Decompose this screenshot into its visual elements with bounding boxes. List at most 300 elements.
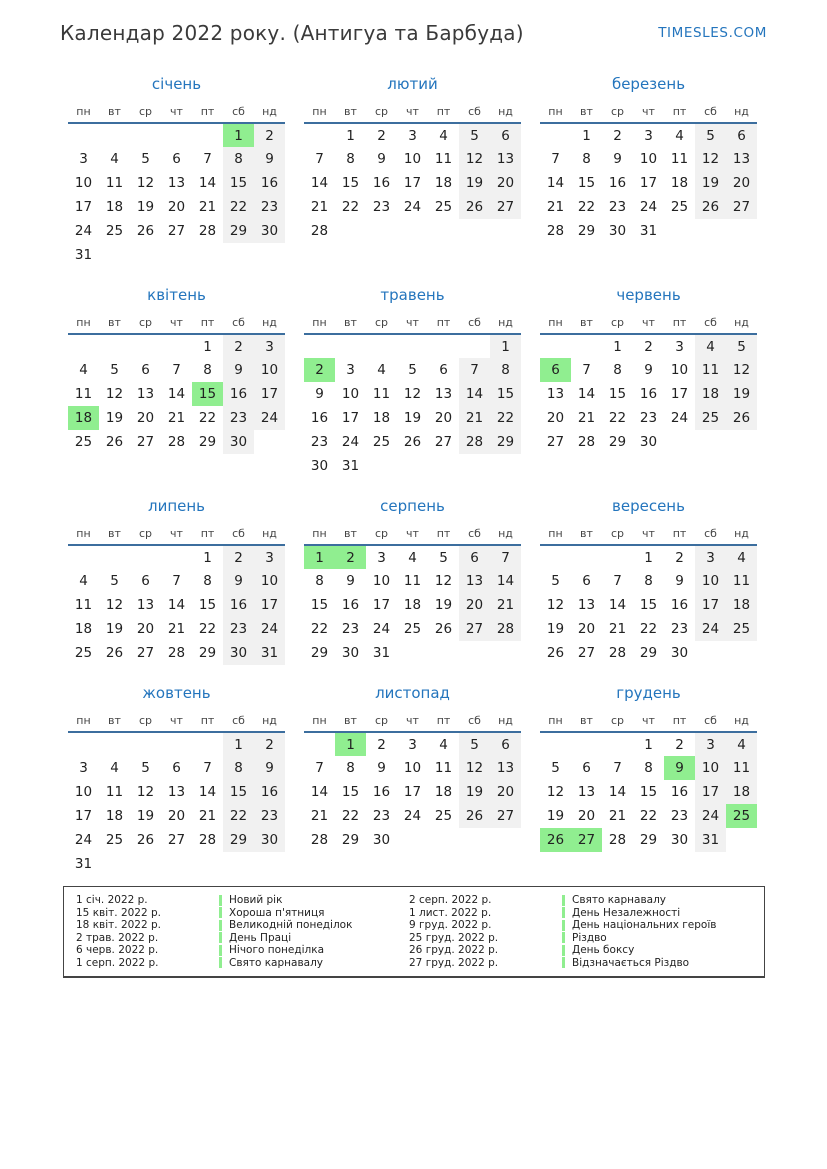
day-cell: 3 — [79, 151, 88, 167]
empty-cell — [130, 243, 161, 267]
day-cell: 3 — [695, 545, 726, 569]
empty-cell — [428, 334, 459, 358]
empty-cell — [428, 828, 459, 852]
day-cell: 21 — [310, 199, 329, 215]
day-cell: 9 — [223, 569, 254, 593]
empty-cell — [335, 334, 366, 358]
day-cell: 1 — [203, 338, 212, 355]
holiday-marker-bar — [219, 957, 222, 968]
day-cell: 1 — [335, 732, 366, 756]
day-cell: 7 — [203, 760, 212, 776]
day-cell: 7 — [203, 151, 212, 167]
weekday-header: сб — [704, 527, 717, 540]
empty-cell — [99, 545, 130, 569]
day-cell: 12 — [459, 756, 490, 780]
day-cell: 1 — [223, 123, 254, 147]
day-cell: 14 — [608, 597, 627, 613]
day-cell: 14 — [198, 175, 217, 191]
day-cell: 6 — [439, 362, 448, 378]
day-cell: 4 — [439, 127, 448, 144]
page-header — [0, 0, 827, 46]
day-cell: 11 — [372, 386, 391, 402]
day-cell: 7 — [490, 545, 521, 569]
day-cell: 9 — [254, 756, 285, 780]
weekday-header: чт — [170, 714, 183, 727]
day-cell: 18 — [105, 199, 124, 215]
day-cell: 8 — [203, 362, 212, 378]
empty-cell — [490, 828, 521, 852]
day-cell: 19 — [546, 621, 565, 637]
day-cell: 18 — [726, 780, 757, 804]
day-cell: 5 — [110, 573, 119, 589]
day-cell: 3 — [254, 334, 285, 358]
month-title: квітень — [147, 286, 206, 304]
page-title: Календар 2022 року. (Антигуа та Барбуда) — [60, 21, 524, 45]
day-cell: 24 — [695, 804, 726, 828]
day-cell: 13 — [459, 569, 490, 593]
holiday-legend — [63, 886, 765, 978]
holiday-marker-bar — [219, 895, 222, 906]
day-cell: 5 — [695, 123, 726, 147]
day-cell: 28 — [167, 645, 186, 661]
day-cell: 15 — [223, 780, 254, 804]
empty-cell — [397, 641, 428, 665]
day-cell: 1 — [346, 127, 355, 144]
legend-date: 25 груд. 2022 р. — [409, 931, 499, 944]
day-cell: 24 — [639, 199, 658, 215]
day-cell: 15 — [608, 386, 627, 402]
day-cell: 6 — [540, 358, 571, 382]
day-cell: 5 — [141, 760, 150, 776]
day-cell: 18 — [434, 784, 453, 800]
day-cell: 20 — [167, 808, 186, 824]
month-block — [540, 497, 757, 665]
day-cell: 16 — [372, 784, 391, 800]
day-cell: 28 — [490, 617, 521, 641]
empty-cell — [223, 243, 254, 267]
day-cell: 25 — [74, 645, 93, 661]
month-table — [304, 101, 521, 243]
day-cell: 5 — [726, 334, 757, 358]
day-cell: 17 — [74, 808, 93, 824]
weekday-header: нд — [498, 105, 513, 118]
weekday-header: сб — [232, 105, 245, 118]
day-cell: 2 — [254, 732, 285, 756]
day-cell: 16 — [310, 410, 329, 426]
day-cell: 26 — [459, 804, 490, 828]
weekday-header: пт — [436, 316, 451, 329]
empty-cell — [695, 641, 726, 665]
month-title: липень — [147, 497, 206, 515]
day-cell: 19 — [695, 171, 726, 195]
day-cell: 13 — [490, 147, 521, 171]
day-cell: 4 — [726, 545, 757, 569]
day-cell: 26 — [403, 434, 422, 450]
weekday-header: сб — [468, 527, 481, 540]
day-cell: 24 — [372, 621, 391, 637]
legend-holiday-label: День національних героїв — [572, 919, 717, 931]
day-cell: 28 — [198, 832, 217, 848]
day-cell: 12 — [459, 147, 490, 171]
day-cell: 2 — [223, 545, 254, 569]
day-cell: 10 — [403, 151, 422, 167]
weekday-header: нд — [734, 105, 749, 118]
legend-date: 2 трав. 2022 р. — [76, 931, 159, 944]
day-cell: 6 — [141, 362, 150, 378]
day-cell: 8 — [223, 147, 254, 171]
day-cell: 23 — [670, 808, 689, 824]
empty-cell — [130, 732, 161, 756]
day-cell: 22 — [490, 406, 521, 430]
month-title: серпень — [380, 497, 445, 515]
day-cell: 31 — [254, 641, 285, 665]
day-cell: 31 — [74, 247, 93, 263]
day-cell: 28 — [546, 223, 565, 239]
legend-holiday-name — [219, 894, 409, 907]
month-table — [68, 523, 285, 665]
day-cell: 20 — [490, 780, 521, 804]
weekday-header: пт — [200, 316, 215, 329]
day-cell: 11 — [74, 386, 93, 402]
weekday-header: ср — [374, 105, 389, 118]
weekday-header: вт — [108, 105, 121, 118]
day-cell: 28 — [198, 223, 217, 239]
day-cell: 9 — [254, 147, 285, 171]
weekday-header: чт — [406, 316, 419, 329]
weekday-header: ср — [138, 527, 153, 540]
legend-date: 27 груд. 2022 р. — [409, 956, 499, 969]
day-cell: 19 — [136, 808, 155, 824]
day-cell: 8 — [613, 362, 622, 378]
legend-holiday-label: Відзначається Різдво — [572, 956, 690, 969]
day-cell: 14 — [310, 175, 329, 191]
day-cell: 7 — [459, 358, 490, 382]
day-cell: 9 — [377, 151, 386, 167]
day-cell: 31 — [372, 645, 391, 661]
day-cell: 16 — [372, 175, 391, 191]
weekday-header: ср — [610, 527, 625, 540]
day-cell: 8 — [490, 358, 521, 382]
day-cell: 18 — [68, 406, 99, 430]
day-cell: 26 — [105, 645, 124, 661]
day-cell: 23 — [372, 808, 391, 824]
legend-holiday-name — [219, 957, 409, 970]
weekday-header: пт — [672, 714, 687, 727]
day-cell: 5 — [408, 362, 417, 378]
legend-holiday-name — [562, 894, 752, 907]
day-cell: 20 — [577, 808, 596, 824]
weekday-header: вт — [580, 527, 593, 540]
month-table — [540, 710, 757, 852]
weekday-header: сб — [232, 714, 245, 727]
holiday-marker-bar — [219, 920, 222, 931]
legend-holiday-name — [562, 907, 752, 920]
month-table — [304, 312, 521, 478]
empty-cell — [602, 545, 633, 569]
day-cell: 7 — [551, 151, 560, 167]
holiday-marker-bar — [562, 920, 565, 931]
day-cell: 28 — [459, 430, 490, 454]
month-table — [304, 710, 521, 852]
day-cell: 3 — [408, 127, 417, 144]
day-cell: 2 — [675, 736, 684, 753]
day-cell: 6 — [726, 123, 757, 147]
month-block — [304, 497, 521, 665]
day-cell: 11 — [726, 756, 757, 780]
day-cell: 14 — [167, 386, 186, 402]
day-cell: 23 — [670, 621, 689, 637]
empty-cell — [161, 732, 192, 756]
legend-date: 9 груд. 2022 р. — [409, 919, 492, 931]
day-cell: 1 — [644, 736, 653, 753]
day-cell: 13 — [167, 175, 186, 191]
day-cell: 27 — [434, 434, 453, 450]
empty-cell — [68, 334, 99, 358]
day-cell: 9 — [223, 358, 254, 382]
weekday-header: пн — [548, 316, 563, 329]
day-cell: 20 — [726, 171, 757, 195]
day-cell: 22 — [341, 199, 360, 215]
day-cell: 17 — [670, 386, 689, 402]
day-cell: 8 — [223, 756, 254, 780]
day-cell: 6 — [141, 573, 150, 589]
day-cell: 27 — [571, 828, 602, 852]
day-cell: 19 — [459, 780, 490, 804]
day-cell: 11 — [670, 151, 689, 167]
day-cell: 31 — [74, 856, 93, 872]
day-cell: 20 — [136, 410, 155, 426]
day-cell: 26 — [105, 434, 124, 450]
weekday-header: чт — [642, 714, 655, 727]
legend-date: 26 груд. 2022 р. — [409, 944, 499, 956]
empty-cell — [161, 123, 192, 147]
site-link[interactable]: TIMESLES.COM — [658, 25, 767, 41]
day-cell: 24 — [74, 832, 93, 848]
day-cell: 11 — [434, 760, 453, 776]
weekday-header: ср — [374, 714, 389, 727]
legend-holiday-name — [562, 919, 752, 932]
empty-cell — [366, 454, 397, 478]
day-cell: 23 — [608, 199, 627, 215]
legend-holiday-name — [562, 932, 752, 945]
day-cell: 15 — [310, 597, 329, 613]
day-cell: 26 — [459, 195, 490, 219]
day-cell: 22 — [223, 804, 254, 828]
day-cell: 21 — [608, 808, 627, 824]
day-cell: 18 — [74, 621, 93, 637]
day-cell: 23 — [341, 621, 360, 637]
day-cell: 21 — [198, 808, 217, 824]
day-cell: 22 — [639, 621, 658, 637]
weekday-header: пн — [548, 527, 563, 540]
weekday-header: ср — [610, 105, 625, 118]
day-cell: 6 — [459, 545, 490, 569]
day-cell: 27 — [577, 645, 596, 661]
empty-cell — [304, 123, 335, 147]
day-cell: 10 — [639, 151, 658, 167]
weekday-header: ср — [610, 316, 625, 329]
months-grid — [0, 46, 827, 876]
day-cell: 27 — [459, 617, 490, 641]
day-cell: 12 — [695, 147, 726, 171]
day-cell: 2 — [377, 736, 386, 753]
holiday-marker-bar — [562, 957, 565, 968]
month-table — [68, 101, 285, 267]
day-cell: 13 — [136, 386, 155, 402]
day-cell: 12 — [546, 597, 565, 613]
day-cell: 19 — [105, 621, 124, 637]
empty-cell — [540, 334, 571, 358]
day-cell: 15 — [198, 597, 217, 613]
day-cell: 10 — [74, 175, 93, 191]
day-cell: 26 — [726, 406, 757, 430]
day-cell: 2 — [254, 123, 285, 147]
empty-cell — [459, 641, 490, 665]
day-cell: 2 — [304, 358, 335, 382]
weekday-header: нд — [498, 316, 513, 329]
day-cell: 22 — [608, 410, 627, 426]
day-cell: 16 — [223, 593, 254, 617]
day-cell: 22 — [310, 621, 329, 637]
empty-cell — [397, 219, 428, 243]
empty-cell — [490, 454, 521, 478]
day-cell: 22 — [341, 808, 360, 824]
day-cell: 7 — [613, 573, 622, 589]
weekday-header: пн — [312, 316, 327, 329]
day-cell: 6 — [582, 573, 591, 589]
weekday-header: нд — [262, 527, 277, 540]
month-title: вересень — [612, 497, 685, 515]
empty-cell — [161, 334, 192, 358]
day-cell: 8 — [315, 573, 324, 589]
weekday-header: пн — [312, 105, 327, 118]
day-cell: 20 — [490, 171, 521, 195]
month-block — [540, 684, 757, 852]
month-table — [68, 710, 285, 876]
empty-cell — [335, 219, 366, 243]
weekday-header: нд — [262, 105, 277, 118]
day-cell: 13 — [167, 784, 186, 800]
day-cell: 1 — [582, 127, 591, 144]
day-cell: 22 — [577, 199, 596, 215]
day-cell: 4 — [695, 334, 726, 358]
day-cell: 29 — [608, 434, 627, 450]
weekday-header: пн — [76, 527, 91, 540]
day-cell: 3 — [695, 732, 726, 756]
day-cell: 16 — [223, 382, 254, 406]
month-block — [540, 75, 757, 243]
month-title: листопад — [375, 684, 450, 702]
day-cell: 8 — [582, 151, 591, 167]
day-cell: 31 — [341, 458, 360, 474]
day-cell: 26 — [695, 195, 726, 219]
day-cell: 23 — [372, 199, 391, 215]
day-cell: 30 — [310, 458, 329, 474]
legend-holiday-label: День боксу — [572, 944, 635, 956]
empty-cell — [99, 852, 130, 876]
weekday-header: чт — [406, 714, 419, 727]
day-cell: 27 — [546, 434, 565, 450]
month-block — [304, 286, 521, 478]
day-cell: 29 — [223, 219, 254, 243]
day-cell: 7 — [172, 573, 181, 589]
day-cell: 16 — [608, 175, 627, 191]
weekday-header: вт — [344, 714, 357, 727]
day-cell: 19 — [546, 808, 565, 824]
day-cell: 12 — [136, 784, 155, 800]
day-cell: 13 — [577, 784, 596, 800]
day-cell: 21 — [167, 410, 186, 426]
day-cell: 30 — [372, 832, 391, 848]
weekday-header: ср — [138, 316, 153, 329]
day-cell: 30 — [670, 645, 689, 661]
day-cell: 26 — [546, 645, 565, 661]
weekday-header: чт — [170, 105, 183, 118]
day-cell: 15 — [639, 597, 658, 613]
day-cell: 22 — [639, 808, 658, 824]
day-cell: 2 — [335, 545, 366, 569]
day-cell: 26 — [136, 223, 155, 239]
empty-cell — [540, 545, 571, 569]
weekday-header: сб — [232, 316, 245, 329]
weekday-header: сб — [704, 714, 717, 727]
empty-cell — [304, 732, 335, 756]
day-cell: 17 — [254, 593, 285, 617]
day-cell: 23 — [254, 195, 285, 219]
legend-holiday-label: День Праці — [229, 931, 292, 944]
day-cell: 6 — [490, 732, 521, 756]
day-cell: 1 — [223, 732, 254, 756]
day-cell: 11 — [434, 151, 453, 167]
day-cell: 12 — [726, 358, 757, 382]
weekday-header: вт — [108, 316, 121, 329]
legend-holiday-label: Новий рік — [229, 894, 283, 906]
month-block — [68, 497, 285, 665]
empty-cell — [223, 852, 254, 876]
day-cell: 24 — [403, 808, 422, 824]
day-cell: 11 — [74, 597, 93, 613]
day-cell: 25 — [695, 406, 726, 430]
day-cell: 11 — [105, 784, 124, 800]
empty-cell — [428, 641, 459, 665]
weekday-header: чт — [642, 105, 655, 118]
weekday-header: пн — [312, 527, 327, 540]
day-cell: 20 — [167, 199, 186, 215]
legend-holiday-label: День Незалежності — [572, 906, 681, 919]
day-cell: 20 — [459, 593, 490, 617]
legend-holiday-label: Великодній понеділок — [229, 919, 353, 931]
day-cell: 4 — [675, 127, 684, 144]
legend-holiday-name — [219, 932, 409, 945]
day-cell: 16 — [254, 171, 285, 195]
legend-holiday-label: Різдво — [572, 931, 607, 944]
day-cell: 21 — [459, 406, 490, 430]
legend-holiday-label: Свято карнавалу — [572, 894, 667, 906]
day-cell: 24 — [254, 406, 285, 430]
day-cell: 20 — [136, 621, 155, 637]
day-cell: 26 — [540, 828, 571, 852]
day-cell: 18 — [726, 593, 757, 617]
empty-cell — [695, 430, 726, 454]
day-cell: 9 — [664, 756, 695, 780]
day-cell: 4 — [110, 151, 119, 167]
day-cell: 15 — [192, 382, 223, 406]
empty-cell — [161, 545, 192, 569]
day-cell: 30 — [223, 641, 254, 665]
day-cell: 9 — [346, 573, 355, 589]
weekday-header: нд — [262, 316, 277, 329]
day-cell: 6 — [172, 151, 181, 167]
